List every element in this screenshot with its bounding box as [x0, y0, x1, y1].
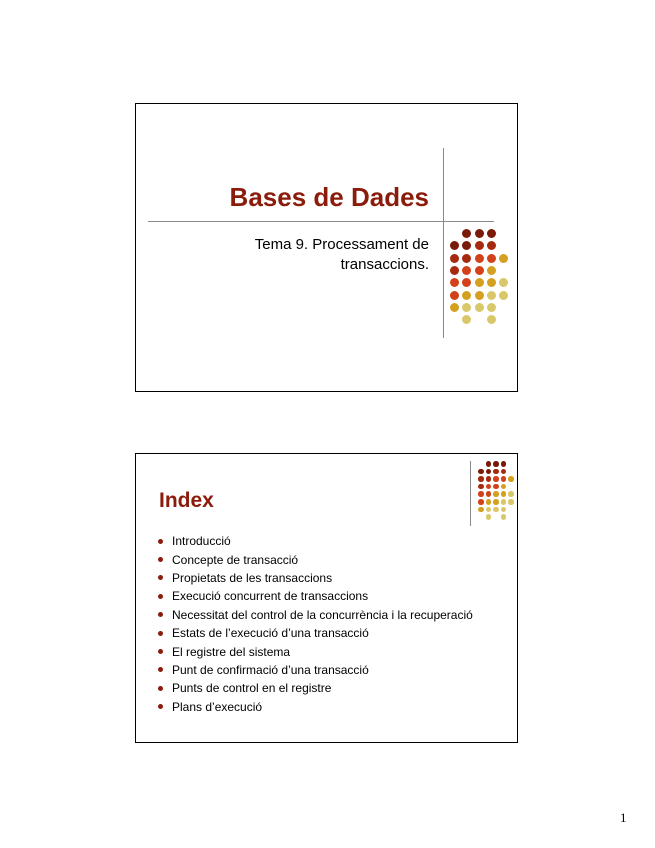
decorative-dot	[475, 229, 484, 238]
bullet-icon	[158, 539, 163, 544]
list-item: Punts de control en el registre	[158, 679, 473, 697]
decorative-dot	[493, 461, 499, 467]
bullet-icon	[158, 704, 163, 709]
decorative-dot	[478, 484, 484, 490]
decorative-dot	[501, 461, 507, 467]
list-item: Estats de l’execució d’una transacció	[158, 624, 473, 642]
decorative-dot	[475, 303, 484, 312]
page-number: 1	[620, 810, 627, 825]
bullet-icon	[158, 631, 163, 636]
list-item: Execució concurrent de transaccions	[158, 587, 473, 605]
decorative-dot	[493, 469, 499, 475]
decorative-dot	[475, 278, 484, 287]
list-item: Concepte de transacció	[158, 550, 473, 568]
vertical-divider	[443, 148, 444, 338]
decorative-dot	[493, 491, 499, 497]
subtitle-line-2: transaccions.	[340, 256, 429, 273]
decorative-dot	[462, 241, 471, 250]
decorative-dot	[501, 491, 507, 497]
bullet-icon	[158, 594, 163, 599]
decorative-dot	[508, 499, 514, 505]
index-list	[158, 532, 473, 716]
decorative-dot	[475, 266, 484, 275]
decorative-dot	[462, 278, 471, 287]
decorative-dot	[501, 499, 507, 505]
decorative-dot	[450, 254, 459, 263]
decorative-dot	[487, 291, 496, 300]
decorative-dot	[501, 507, 507, 513]
decorative-dot	[478, 469, 484, 475]
decorative-dot	[501, 476, 507, 482]
decorative-dot	[487, 229, 496, 238]
list-item: Introducció	[158, 532, 473, 550]
decorative-dot	[462, 254, 471, 263]
decorative-dot	[501, 469, 507, 475]
decorative-dot	[493, 499, 499, 505]
index-slide	[135, 453, 518, 743]
decorative-dot	[487, 315, 496, 324]
decorative-dot	[450, 291, 459, 300]
list-item: El registre del sistema	[158, 642, 473, 660]
decorative-dot	[462, 266, 471, 275]
decorative-dot	[486, 491, 492, 497]
decorative-dot	[486, 484, 492, 490]
decorative-dot	[462, 315, 471, 324]
decorative-dot	[493, 507, 499, 513]
decorative-dot	[450, 266, 459, 275]
decorative-dot	[478, 499, 484, 505]
bullet-icon	[158, 649, 163, 654]
decorative-dot	[462, 303, 471, 312]
decorative-dot	[450, 303, 459, 312]
list-item: Necessitat del control de la concurrència i la recuperació	[158, 606, 473, 624]
decorative-dot	[478, 476, 484, 482]
decorative-dot	[508, 476, 514, 482]
decorative-dot	[475, 241, 484, 250]
decorative-dot	[508, 491, 514, 497]
decorative-dot	[486, 507, 492, 513]
decorative-dot	[486, 476, 492, 482]
decorative-dot	[499, 278, 508, 287]
decorative-dot	[478, 491, 484, 497]
decorative-dot	[475, 291, 484, 300]
subtitle-line-1: Tema 9. Processament de	[254, 236, 429, 253]
decorative-dot	[478, 507, 484, 513]
list-item: Propietats de les transaccions	[158, 569, 473, 587]
slide-title: Bases de Dades	[229, 182, 429, 212]
decorative-dot	[493, 484, 499, 490]
bullet-icon	[158, 557, 163, 562]
decorative-dot	[450, 241, 459, 250]
horizontal-divider	[148, 221, 494, 222]
bullet-icon	[158, 667, 163, 672]
decorative-dot	[486, 469, 492, 475]
decorative-dot	[501, 514, 507, 520]
bullet-icon	[158, 686, 163, 691]
vertical-divider	[470, 461, 471, 526]
decorative-dot	[486, 499, 492, 505]
slide-subtitle	[255, 235, 429, 275]
decorative-dot	[499, 254, 508, 263]
decorative-dot	[462, 291, 471, 300]
list-item: Punt de confirmació d’una transacció	[158, 661, 473, 679]
decorative-dot	[487, 303, 496, 312]
decorative-dot	[462, 229, 471, 238]
decorative-dot	[487, 266, 496, 275]
title-slide	[135, 103, 518, 392]
decorative-dot	[501, 484, 507, 490]
list-item: Plans d’execució	[158, 698, 473, 716]
decorative-dot	[486, 461, 492, 467]
decorative-dot	[475, 254, 484, 263]
decorative-dot	[450, 278, 459, 287]
decorative-dot	[493, 476, 499, 482]
decorative-dot	[486, 514, 492, 520]
bullet-icon	[158, 612, 163, 617]
slide-title: Index	[159, 489, 214, 512]
decorative-dot	[487, 254, 496, 263]
decorative-dot	[499, 291, 508, 300]
decorative-dot	[487, 241, 496, 250]
decorative-dot	[487, 278, 496, 287]
bullet-icon	[158, 575, 163, 580]
